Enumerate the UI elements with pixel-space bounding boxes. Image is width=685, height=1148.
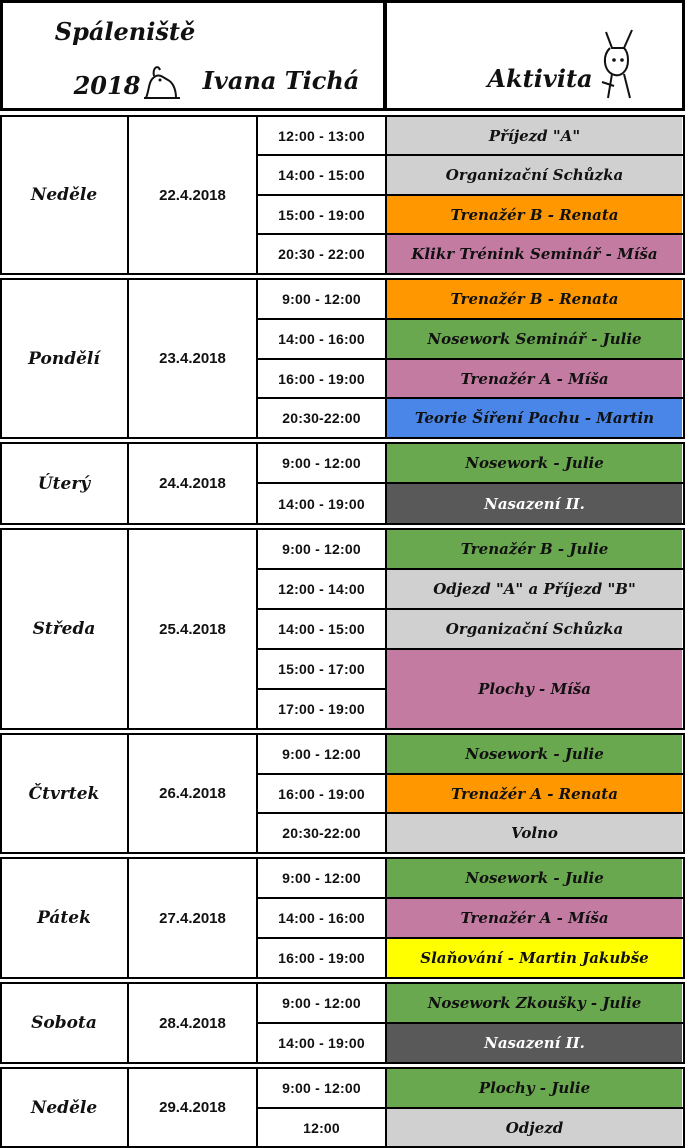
activity-cell: Trenažér A - Renata — [387, 775, 682, 812]
day-name: Neděle — [30, 1097, 98, 1118]
day-name: Čtvrtek — [28, 783, 100, 804]
time-slot: 17:00 - 19:00 — [278, 701, 365, 717]
time-slot: 16:00 - 19:00 — [278, 950, 365, 966]
time-slot: 9:00 - 12:00 — [282, 291, 361, 307]
day-date: 22.4.2018 — [159, 186, 226, 204]
activity-cell: Trenažér B - Renata — [387, 280, 682, 318]
time-slot: 9:00 - 12:00 — [282, 995, 361, 1011]
activity-cell: Organizační Schůzka — [387, 610, 682, 648]
dog-sketch-icon — [592, 26, 644, 102]
day-name: Sobota — [31, 1013, 97, 1033]
activity-cell: Odjezd — [387, 1109, 682, 1146]
day-name: Úterý — [37, 473, 91, 494]
time-slot: 14:00 - 15:00 — [278, 167, 365, 183]
time-slot: 12:00 - 13:00 — [278, 127, 365, 144]
activity-cell: Nasazení II. — [387, 484, 682, 523]
day-date: 25.4.2018 — [159, 620, 226, 638]
activity-cell: Nosework Seminář - Julie — [387, 320, 682, 358]
time-slot: 20:30-22:00 — [282, 410, 361, 426]
day-name: Pondělí — [28, 348, 100, 369]
day-date: 23.4.2018 — [159, 350, 226, 367]
activity-cell: Teorie Šíření Pachu - Martin — [387, 399, 682, 437]
time-slot: 20:30-22:00 — [282, 825, 361, 841]
time-slot: 14:00 - 15:00 — [278, 621, 365, 637]
time-slot: 16:00 - 19:00 — [278, 785, 365, 802]
activity-cell: Nosework - Julie — [387, 859, 682, 897]
activity-cell: Trenažér B - Renata — [387, 196, 682, 233]
time-slot: 9:00 - 12:00 — [282, 455, 361, 471]
time-slot: 9:00 - 12:00 — [282, 541, 361, 557]
time-slot: 14:00 - 16:00 — [278, 331, 365, 347]
time-slot: 15:00 - 17:00 — [278, 661, 365, 677]
activity-cell: Trenažér B - Julie — [387, 530, 682, 568]
day-name: Středa — [32, 619, 96, 639]
time-slot: 12:00 — [303, 1119, 340, 1136]
activity-cell: Trenažér A - Míša — [387, 899, 682, 937]
day-date: 28.4.2018 — [159, 1014, 226, 1032]
time-slot: 14:00 - 19:00 — [278, 495, 365, 512]
activity-cell: Klikr Trénink Seminář - Míša — [387, 235, 682, 273]
time-slot: 14:00 - 16:00 — [278, 910, 365, 926]
time-slot: 14:00 - 19:00 — [278, 1035, 365, 1051]
activity-cell: Slaňování - Martin Jakubše — [387, 939, 682, 977]
day-name: Pátek — [37, 908, 91, 928]
day-name: Neděle — [30, 185, 98, 205]
time-slot: 12:00 - 14:00 — [278, 581, 365, 597]
time-slot: 9:00 - 12:00 — [282, 870, 361, 886]
activity-cell: Odjezd "A" a Příjezd "B" — [387, 570, 682, 608]
activity-cell: Volno — [387, 814, 682, 852]
camp-title-line1: Spáleniště — [54, 17, 196, 46]
activity-cell: Trenažér A - Míša — [387, 360, 682, 397]
activity-column-title: Aktivita — [487, 63, 593, 93]
activity-cell: Nosework - Julie — [387, 444, 682, 482]
activity-cell: Nosework - Julie — [387, 735, 682, 773]
camp-title-year: 2018 — [73, 71, 141, 100]
day-date: 29.4.2018 — [159, 1099, 226, 1116]
time-slot: 9:00 - 12:00 — [282, 746, 361, 762]
dog-sketch-icon — [138, 58, 184, 104]
activity-cell: Nosework Zkoušky - Julie — [387, 984, 682, 1022]
time-slot: 9:00 - 12:00 — [282, 1080, 361, 1096]
activity-cell: Plochy - Míša — [387, 650, 682, 728]
time-slot: 15:00 - 19:00 — [278, 206, 365, 223]
day-date: 27.4.2018 — [159, 909, 226, 927]
activity-cell: Plochy - Julie — [387, 1069, 682, 1107]
activity-cell: Organizační Schůzka — [387, 156, 682, 194]
time-slot: 20:30 - 22:00 — [278, 246, 365, 262]
day-date: 24.4.2018 — [159, 475, 226, 492]
time-slot: 16:00 - 19:00 — [278, 370, 365, 387]
day-date: 26.4.2018 — [159, 785, 226, 802]
participant-name: Ivana Tichá — [202, 65, 360, 95]
activity-cell: Nasazení II. — [387, 1024, 682, 1062]
activity-cell: Příjezd "A" — [387, 117, 682, 154]
